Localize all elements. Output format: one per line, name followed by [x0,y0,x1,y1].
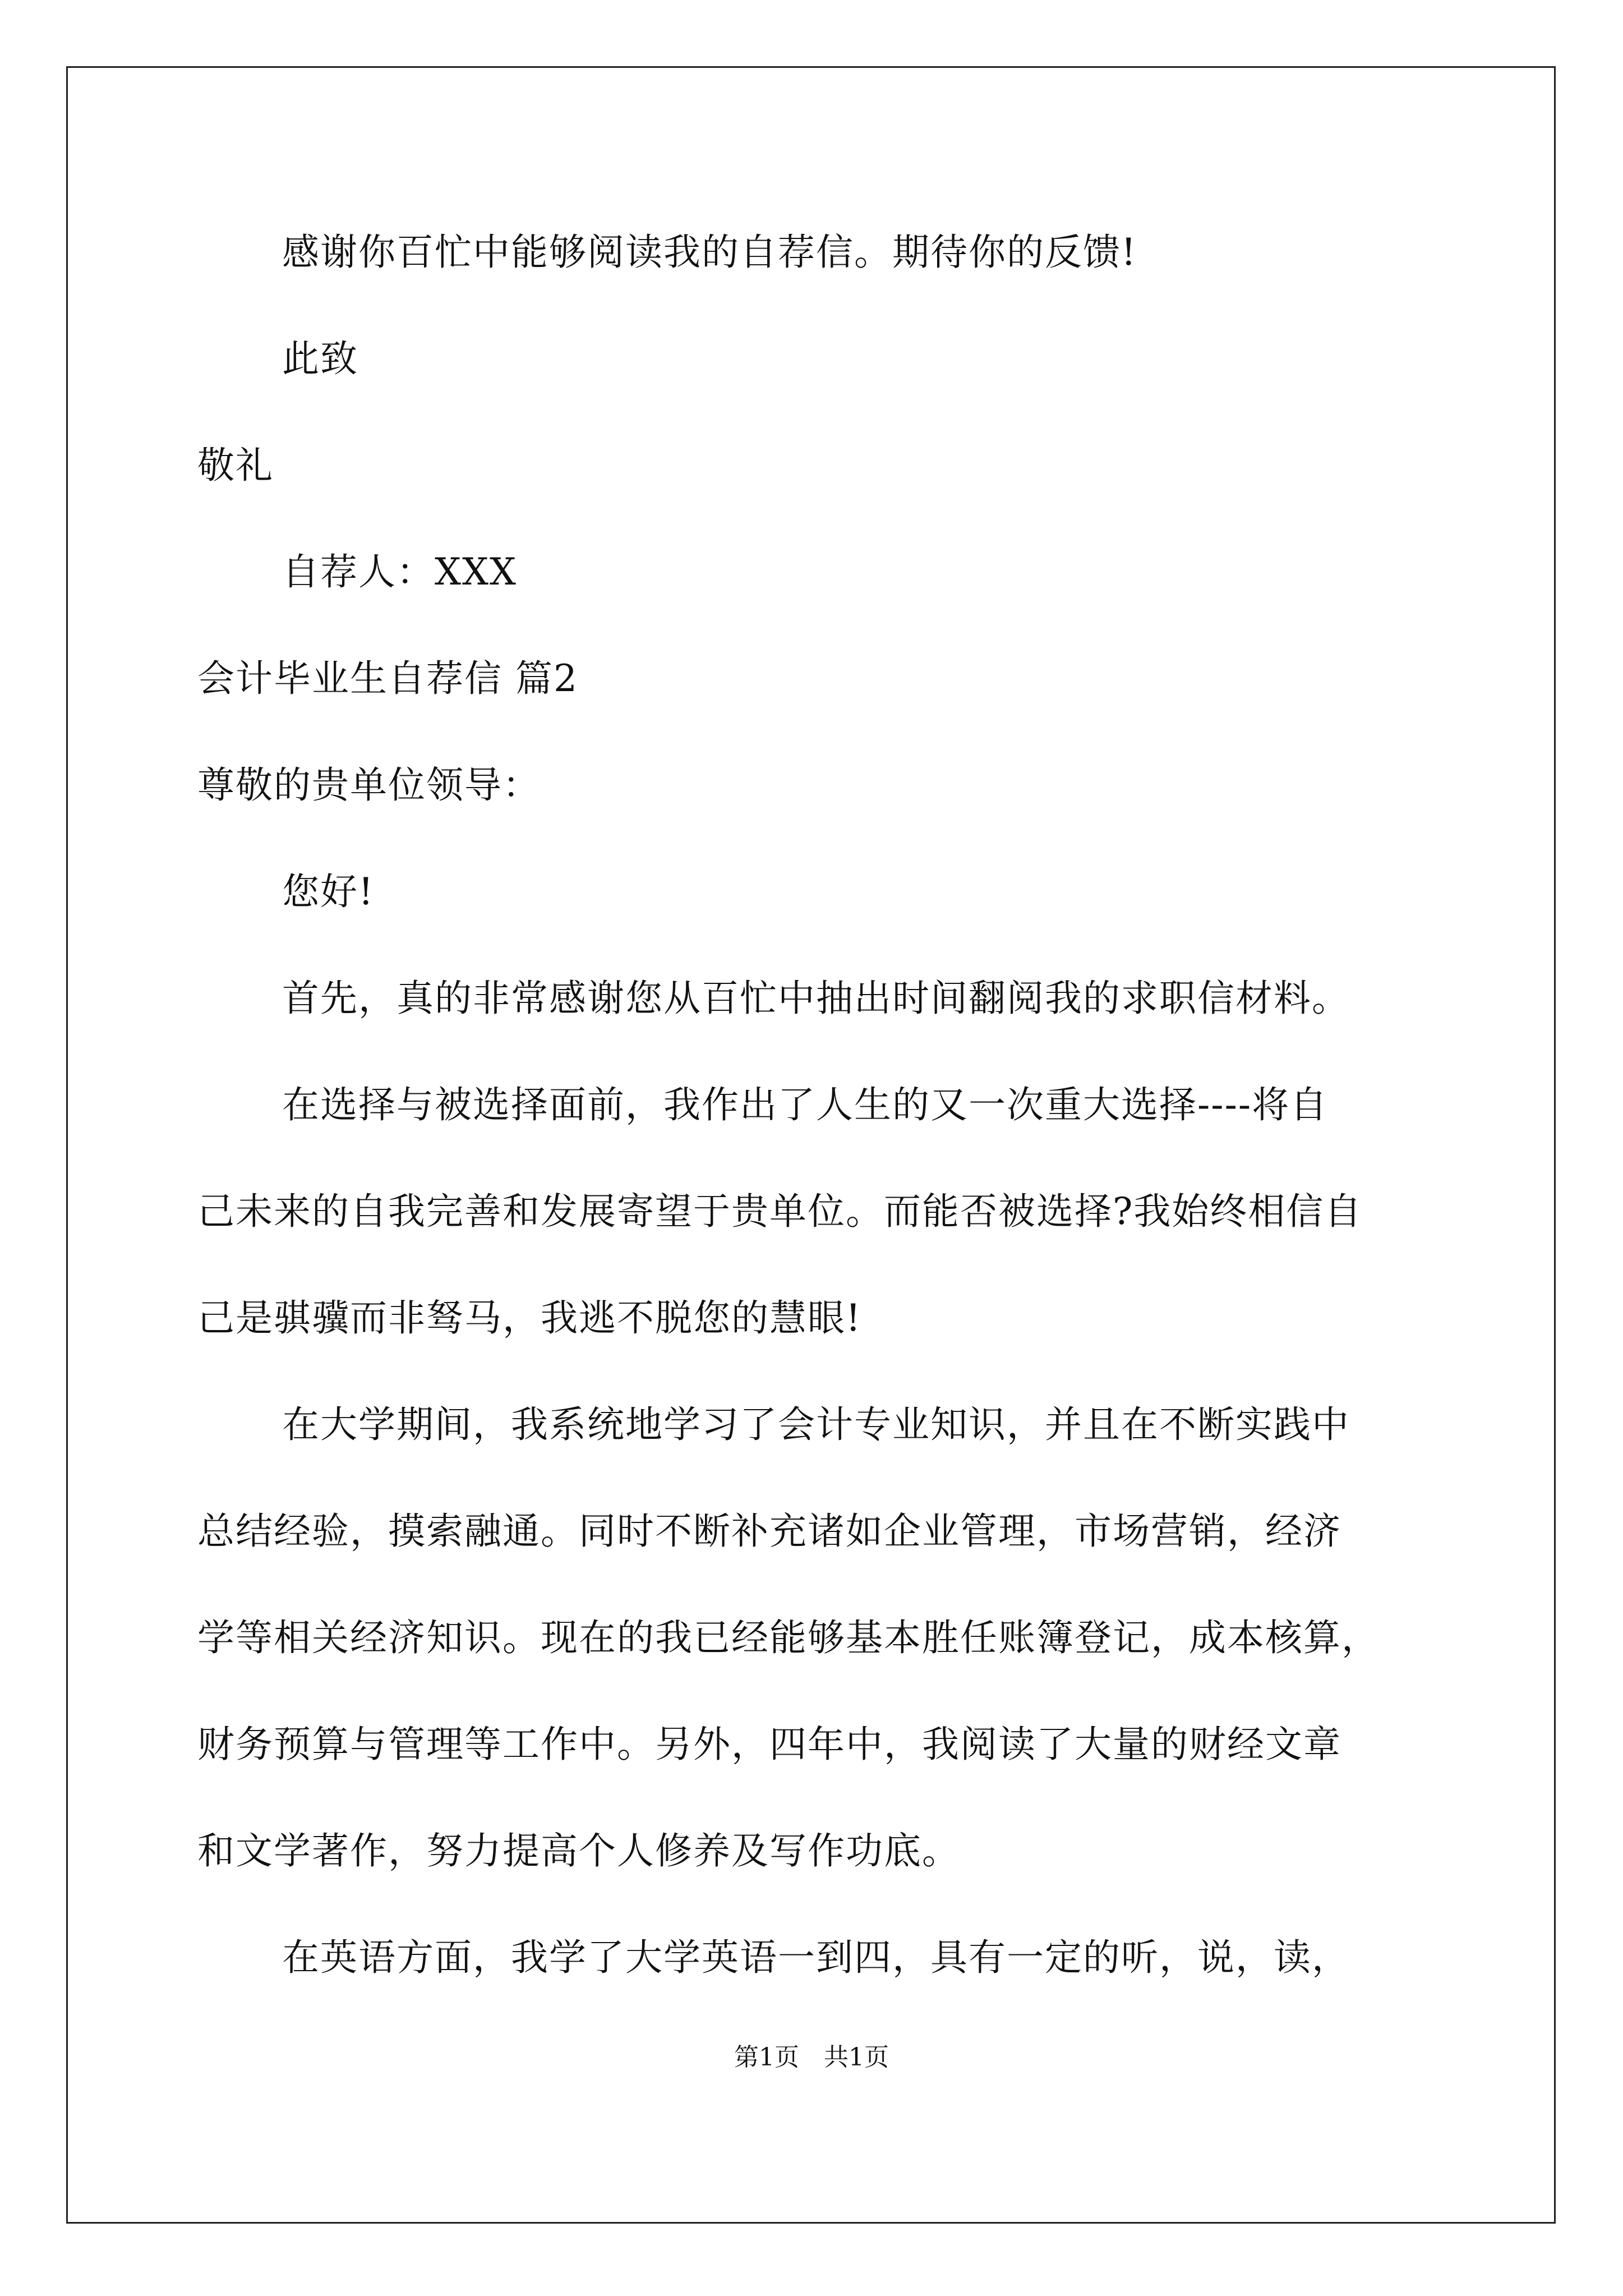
paragraph-line: 财务预算与管理等工作中。另外，四年中，我阅读了大量的财经文章 [197,1723,1341,1766]
closing-thanks-line: 感谢你百忙中能够阅读我的自荐信。期待你的反馈! [282,231,1137,274]
paragraph-line: 总结经验，摸索融通。同时不断补充诸如企业管理，市场营销，经济 [197,1510,1341,1553]
paragraph-line: 在大学期间，我系统地学习了会计专业知识，并且在不断实践中 [282,1403,1350,1446]
paragraph-line: 在选择与被选择面前，我作出了人生的又一次重大选择----将自 [282,1083,1329,1126]
paragraph-line: 首先，真的非常感谢您从百忙中抽出时间翻阅我的求职信材料。 [282,977,1350,1020]
salutation-cizhi: 此致 [282,337,358,380]
salutation-jingli: 敬礼 [197,444,274,487]
page-border [66,66,1556,2224]
greeting-recipient: 尊敬的贵单位领导： [197,763,541,807]
signature-line: 自荐人：XXX [282,550,517,593]
paragraph-line: 在英语方面，我学了大学英语一到四，具有一定的听，说，读， [282,1936,1350,1979]
paragraph-line: 学等相关经济知识。现在的我已经能够基本胜任账簿登记，成本核算， [197,1616,1380,1659]
page-number-footer: 第1页 共1页 [734,2043,889,2072]
paragraph-line: 和文学著作，努力提高个人修养及写作功底。 [197,1829,960,1872]
paragraph-line: 己未来的自我完善和发展寄望于贵单位。而能否被选择?我始终相信自 [197,1190,1363,1233]
section-heading: 会计毕业生自荐信 篇2 [197,657,578,700]
greeting-hello: 您好! [282,870,375,913]
paragraph-line: 己是骐骥而非驽马，我逃不脱您的慧眼! [197,1296,862,1340]
